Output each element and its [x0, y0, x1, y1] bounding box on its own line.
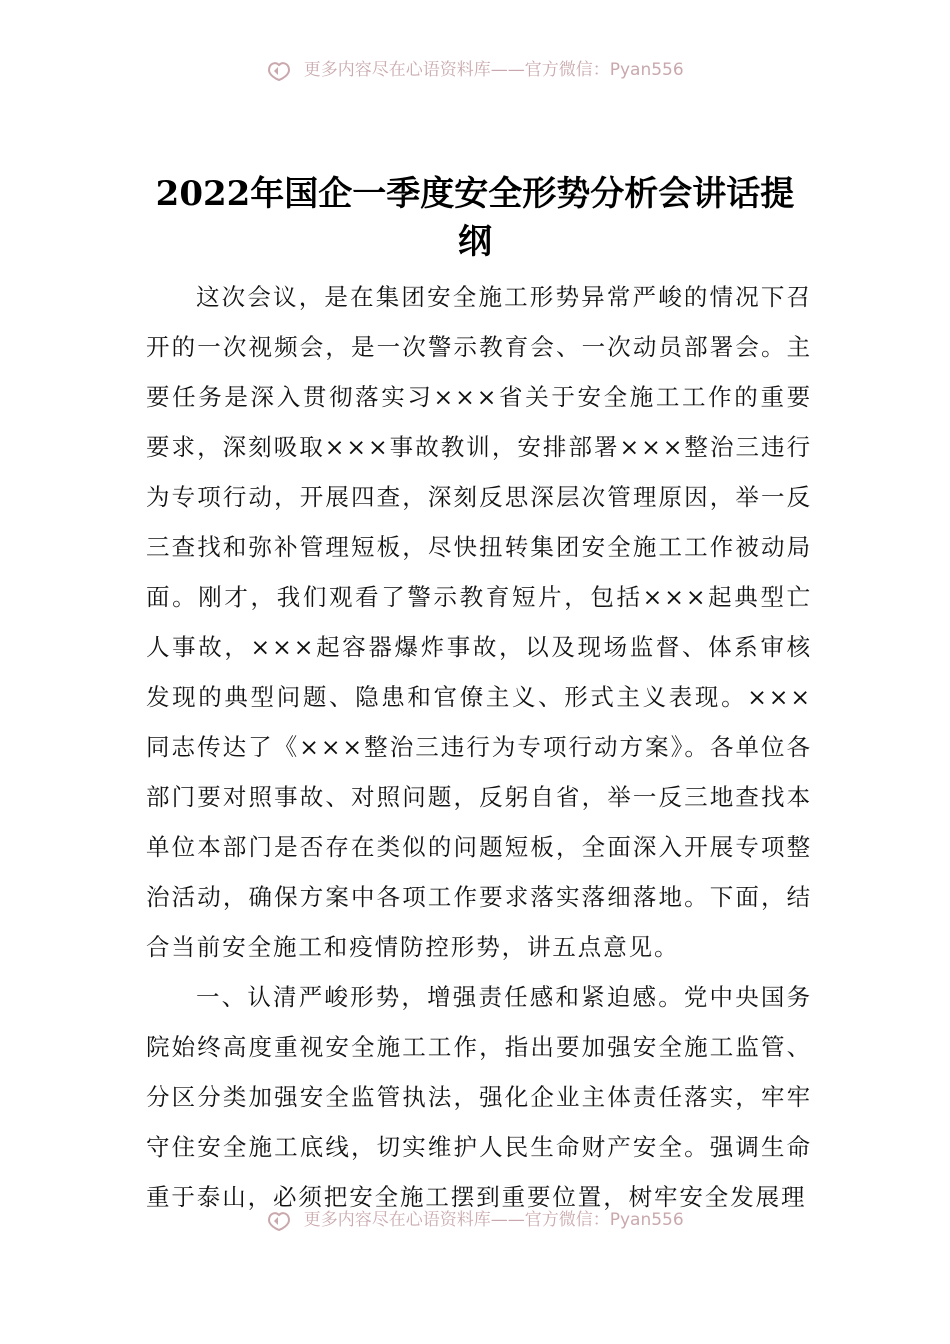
brand-logo-icon — [266, 1209, 292, 1231]
paragraph-intro: 这次会议，是在集团安全施工形势异常严峻的情况下召开的一次视频会，是一次警示教育会、一次动员部署会。主要任务是深入贯彻落实习×××省关于安全施工工作的重要要求，深刻吸取×××事故教训，安排部署×××整治三违行为专项行动，开展四查，深刻反思深层次管理原因，举一反三查找和弥补管理短板，尽快扭转集团安全施工工作被动局面。刚才，我们观看了警示教育短片，包括×××起典型亡人事故，×××起容器爆炸事故，以及现场监督、体系审核发现的典型问题、隐患和官僚主义、形式主义表现。×××同志传达了《×××整治三违行为专项行动方案》。各单位各部门要对照事故、对照问题，反躬自省，举一反三地查找本单位本部门是否存在类似的问题短板，全面深入开展专项整治活动，确保方案中各项工作要求落实落细落地。下面，结合当前安全施工和疫情防控形势，讲五点意见。 — [146, 283, 812, 961]
document-title: 2022年国企一季度安全形势分析会讲话提纲 — [155, 174, 795, 262]
watermark-text: 更多内容尽在心语资料库——官方微信：Pyan556 — [303, 1210, 684, 1230]
brand-logo-icon — [266, 59, 292, 81]
watermark-text: 更多内容尽在心语资料库——官方微信：Pyan556 — [303, 60, 684, 80]
header-watermark — [0, 58, 950, 82]
paragraph-section-one: 一、认清严峻形势，增强责任感和紧迫感。党中央国务院始终高度重视安全施工工作，指出要加强安全施工监管、分区分类加强安全监管执法，强化企业主体责任落实，牢牢守住安全施工底线，切实维护人民生命财产安全。强调生命重于泰山，必须把安全施工摆到重要位置，树牢安全发展理 — [146, 983, 812, 1211]
footer-watermark — [0, 1208, 950, 1232]
document-body — [146, 272, 812, 1222]
